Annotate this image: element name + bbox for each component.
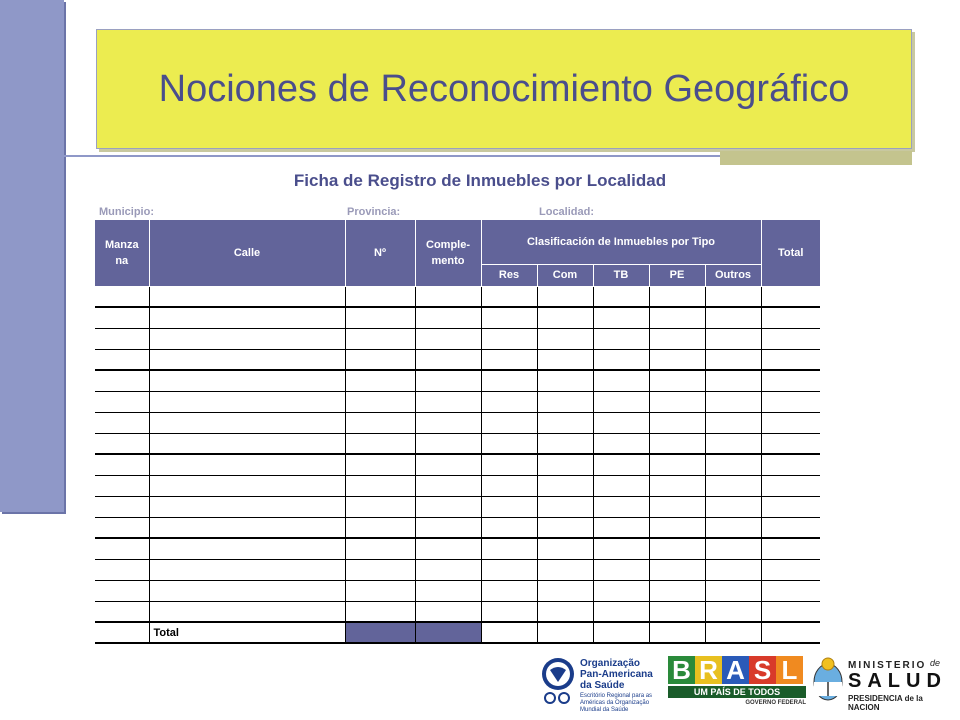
table-cell[interactable] — [481, 370, 537, 391]
form-subtitle: Ficha de Registro de Inmuebles por Localidad — [293, 171, 667, 190]
table-cell[interactable] — [95, 370, 149, 391]
page-title: Nociones de Reconocimiento Geográfico — [158, 67, 850, 110]
table-cell[interactable] — [345, 580, 415, 601]
table-row — [95, 391, 820, 412]
header-complemento: Comple- mento — [415, 220, 481, 286]
table-cell[interactable] — [345, 391, 415, 412]
table-cell[interactable] — [415, 601, 481, 622]
table-cell[interactable] — [761, 538, 820, 559]
table-cell[interactable] — [95, 496, 149, 517]
brasil-slogan: UM PAÍS DE TODOS — [668, 686, 806, 698]
table-cell[interactable] — [761, 496, 820, 517]
table-row — [95, 286, 820, 307]
total-row — [95, 622, 820, 643]
table-cell[interactable] — [705, 370, 761, 391]
table-cell[interactable] — [649, 286, 705, 307]
table-cell[interactable] — [95, 307, 149, 328]
table-cell[interactable] — [481, 601, 537, 622]
table-cell[interactable] — [95, 391, 149, 412]
table-cell[interactable] — [761, 391, 820, 412]
table-cell[interactable] — [149, 496, 345, 517]
table-cell[interactable] — [95, 559, 149, 580]
table-cell[interactable] — [345, 328, 415, 349]
paho-name: Organização Pan-Americana da Saúde — [580, 658, 653, 691]
brasil-logo — [668, 656, 806, 710]
table-row — [95, 496, 820, 517]
table-cell[interactable] — [761, 286, 820, 307]
table-cell[interactable] — [149, 601, 345, 622]
table-cell[interactable] — [537, 433, 593, 454]
table-cell[interactable] — [345, 412, 415, 433]
table-cell[interactable] — [95, 412, 149, 433]
table-row — [95, 580, 820, 601]
table-cell[interactable] — [537, 370, 593, 391]
table-cell[interactable] — [593, 559, 649, 580]
header-clasificacion: Clasificación de Inmuebles por Tipo — [481, 220, 761, 264]
table-cell[interactable] — [537, 454, 593, 475]
table-cell[interactable] — [95, 328, 149, 349]
table-cell[interactable] — [649, 517, 705, 538]
table-cell[interactable] — [761, 412, 820, 433]
table-cell[interactable] — [705, 580, 761, 601]
table-cell[interactable] — [415, 496, 481, 517]
subheader-pe: PE — [649, 264, 705, 286]
brasil-government: GOVERNO FEDERAL — [745, 700, 806, 706]
table-cell[interactable] — [537, 517, 593, 538]
table-cell[interactable] — [481, 559, 537, 580]
table-cell[interactable] — [95, 538, 149, 559]
table-cell[interactable] — [705, 601, 761, 622]
table-cell[interactable] — [149, 538, 345, 559]
table-cell[interactable] — [593, 580, 649, 601]
table-cell[interactable] — [761, 475, 820, 496]
table-cell[interactable] — [705, 475, 761, 496]
table-cell[interactable] — [537, 538, 593, 559]
table-cell[interactable] — [593, 370, 649, 391]
table-cell[interactable] — [649, 496, 705, 517]
table-cell[interactable] — [537, 601, 593, 622]
header-total: Total — [761, 220, 820, 286]
table-cell[interactable] — [95, 433, 149, 454]
subheader-com: Com — [537, 264, 593, 286]
table-cell[interactable] — [649, 412, 705, 433]
table-cell[interactable] — [481, 454, 537, 475]
header-manzana: Manza na — [95, 220, 149, 286]
table-cell[interactable] — [149, 328, 345, 349]
table-row — [95, 538, 820, 559]
table-cell[interactable] — [649, 454, 705, 475]
table-row — [95, 307, 820, 328]
table-cell[interactable] — [149, 370, 345, 391]
table-cell[interactable] — [705, 622, 761, 643]
table-row — [95, 349, 820, 370]
table-cell[interactable] — [705, 517, 761, 538]
table-cell[interactable] — [537, 412, 593, 433]
table-cell[interactable] — [415, 349, 481, 370]
table-cell[interactable] — [481, 307, 537, 328]
table-cell[interactable] — [705, 559, 761, 580]
subheader-outros: Outros — [705, 264, 761, 286]
table-row — [95, 559, 820, 580]
table-row — [95, 412, 820, 433]
table-cell[interactable] — [761, 559, 820, 580]
table-cell[interactable] — [649, 433, 705, 454]
ministerio-label: MINISTERIO — [848, 660, 927, 671]
table-cell[interactable] — [345, 349, 415, 370]
ministerio-salud-logo — [812, 656, 950, 710]
table-cell[interactable] — [345, 307, 415, 328]
table-cell[interactable] — [705, 307, 761, 328]
table-cell[interactable] — [481, 517, 537, 538]
table-cell[interactable] — [649, 601, 705, 622]
table-cell[interactable] — [537, 286, 593, 307]
table-cell[interactable] — [345, 454, 415, 475]
table-cell[interactable] — [649, 580, 705, 601]
table-cell[interactable] — [345, 370, 415, 391]
table-cell[interactable] — [593, 433, 649, 454]
table-cell[interactable] — [537, 328, 593, 349]
table-cell[interactable] — [481, 496, 537, 517]
table-row — [95, 370, 820, 391]
accent-block — [720, 151, 912, 165]
table-cell[interactable] — [761, 328, 820, 349]
table-row — [95, 475, 820, 496]
table-cell[interactable] — [95, 517, 149, 538]
table-cell[interactable] — [149, 412, 345, 433]
table-cell[interactable] — [481, 391, 537, 412]
municipio-label: Municipio: — [99, 206, 154, 218]
table-cell[interactable] — [705, 412, 761, 433]
table-cell[interactable] — [415, 370, 481, 391]
argentina-coat-of-arms-icon — [812, 656, 844, 706]
table-cell[interactable] — [593, 475, 649, 496]
localidad-label: Localidad: — [539, 206, 595, 218]
table-cell[interactable] — [537, 307, 593, 328]
salud-label: SALUD — [848, 670, 947, 692]
table-cell[interactable] — [705, 496, 761, 517]
total-empty-cell — [95, 622, 149, 643]
table-cell[interactable] — [537, 391, 593, 412]
table-cell[interactable] — [149, 307, 345, 328]
table-cell[interactable] — [705, 433, 761, 454]
table-cell[interactable] — [593, 412, 649, 433]
table-cell[interactable] — [593, 538, 649, 559]
table-cell[interactable] — [481, 433, 537, 454]
table-cell[interactable] — [761, 622, 820, 643]
table-row — [95, 328, 820, 349]
left-decorative-bar — [0, 0, 64, 512]
paho-emblem-icon — [540, 656, 576, 706]
table-cell[interactable] — [149, 433, 345, 454]
table-cell[interactable] — [593, 454, 649, 475]
table-cell[interactable] — [593, 391, 649, 412]
table-cell[interactable] — [481, 328, 537, 349]
table-cell[interactable] — [761, 370, 820, 391]
table-cell[interactable] — [481, 580, 537, 601]
table-cell[interactable] — [593, 349, 649, 370]
brasil-wordmark: B R A S L — [668, 656, 806, 684]
table-cell[interactable] — [761, 307, 820, 328]
table-row — [95, 517, 820, 538]
table-cell[interactable] — [705, 454, 761, 475]
presidencia-label: PRESIDENCIA de la NACION — [848, 694, 923, 712]
title-box — [96, 29, 912, 149]
table-cell[interactable] — [345, 601, 415, 622]
table-cell[interactable] — [649, 559, 705, 580]
table-cell[interactable] — [149, 391, 345, 412]
table-cell[interactable] — [415, 454, 481, 475]
table-cell[interactable] — [649, 391, 705, 412]
table-cell[interactable] — [415, 286, 481, 307]
table-cell[interactable] — [415, 559, 481, 580]
table-cell[interactable] — [95, 349, 149, 370]
paho-logo — [540, 656, 664, 713]
table-cell[interactable] — [95, 580, 149, 601]
table-cell[interactable] — [593, 328, 649, 349]
table-cell[interactable] — [415, 475, 481, 496]
table-cell[interactable] — [537, 349, 593, 370]
table-cell[interactable] — [415, 328, 481, 349]
table-cell[interactable] — [761, 433, 820, 454]
table-cell[interactable] — [705, 349, 761, 370]
table-cell[interactable] — [345, 475, 415, 496]
registry-table — [95, 220, 820, 644]
table-cell[interactable] — [481, 622, 537, 643]
table-cell[interactable] — [593, 496, 649, 517]
table-cell[interactable] — [593, 286, 649, 307]
table-cell[interactable] — [705, 328, 761, 349]
table-cell[interactable] — [345, 559, 415, 580]
paho-subtext: Escritório Regional para as Américas da Organização Mundial da Saúde — [580, 693, 653, 713]
table-cell[interactable] — [95, 601, 149, 622]
table-cell[interactable] — [345, 517, 415, 538]
table-cell[interactable] — [761, 601, 820, 622]
table-cell[interactable] — [761, 454, 820, 475]
table-cell[interactable] — [481, 538, 537, 559]
subheader-tb: TB — [593, 264, 649, 286]
table-cell[interactable] — [95, 475, 149, 496]
table-cell[interactable] — [537, 496, 593, 517]
table-cell[interactable] — [345, 286, 415, 307]
table-cell[interactable] — [149, 349, 345, 370]
table-cell[interactable] — [593, 517, 649, 538]
table-cell[interactable] — [761, 517, 820, 538]
table-cell[interactable] — [415, 580, 481, 601]
table-cell[interactable] — [95, 454, 149, 475]
table-cell[interactable] — [537, 622, 593, 643]
table-cell[interactable] — [481, 286, 537, 307]
table-cell[interactable] — [149, 286, 345, 307]
header-calle: Calle — [149, 220, 345, 286]
table-cell[interactable] — [149, 454, 345, 475]
provincia-label: Provincia: — [347, 206, 401, 218]
table-cell[interactable] — [345, 538, 415, 559]
table-cell[interactable] — [649, 622, 705, 643]
header-numero: Nº — [345, 220, 415, 286]
table-cell[interactable] — [481, 475, 537, 496]
table-cell[interactable] — [345, 496, 415, 517]
total-dark-cell — [415, 622, 481, 643]
table-cell[interactable] — [415, 412, 481, 433]
table-cell[interactable] — [593, 601, 649, 622]
table-cell[interactable] — [649, 475, 705, 496]
table-cell[interactable] — [705, 391, 761, 412]
table-cell[interactable] — [149, 517, 345, 538]
table-cell[interactable] — [537, 580, 593, 601]
table-cell[interactable] — [593, 307, 649, 328]
table-cell[interactable] — [705, 538, 761, 559]
table-cell[interactable] — [481, 412, 537, 433]
table-cell[interactable] — [415, 391, 481, 412]
table-row — [95, 601, 820, 622]
table-row — [95, 454, 820, 475]
table-cell[interactable] — [415, 538, 481, 559]
table-cell[interactable] — [649, 370, 705, 391]
table-cell[interactable] — [149, 580, 345, 601]
table-cell[interactable] — [761, 580, 820, 601]
table-cell[interactable] — [593, 622, 649, 643]
table-cell[interactable] — [149, 559, 345, 580]
table-cell[interactable] — [649, 307, 705, 328]
table-cell[interactable] — [649, 538, 705, 559]
table-cell[interactable] — [705, 286, 761, 307]
table-row — [95, 433, 820, 454]
table-cell[interactable] — [649, 349, 705, 370]
subheader-res: Res — [481, 264, 537, 286]
ministerio-de-label: de — [930, 658, 941, 668]
table-cell[interactable] — [481, 349, 537, 370]
table-cell[interactable] — [95, 286, 149, 307]
table-cell[interactable] — [537, 475, 593, 496]
table-cell[interactable] — [415, 517, 481, 538]
table-cell[interactable] — [415, 307, 481, 328]
table-cell[interactable] — [415, 433, 481, 454]
table-cell[interactable] — [345, 433, 415, 454]
total-label: Total — [149, 622, 345, 643]
table-cell[interactable] — [761, 349, 820, 370]
table-cell[interactable] — [537, 559, 593, 580]
total-dark-cell — [345, 622, 415, 643]
table-cell[interactable] — [649, 328, 705, 349]
table-cell[interactable] — [149, 475, 345, 496]
